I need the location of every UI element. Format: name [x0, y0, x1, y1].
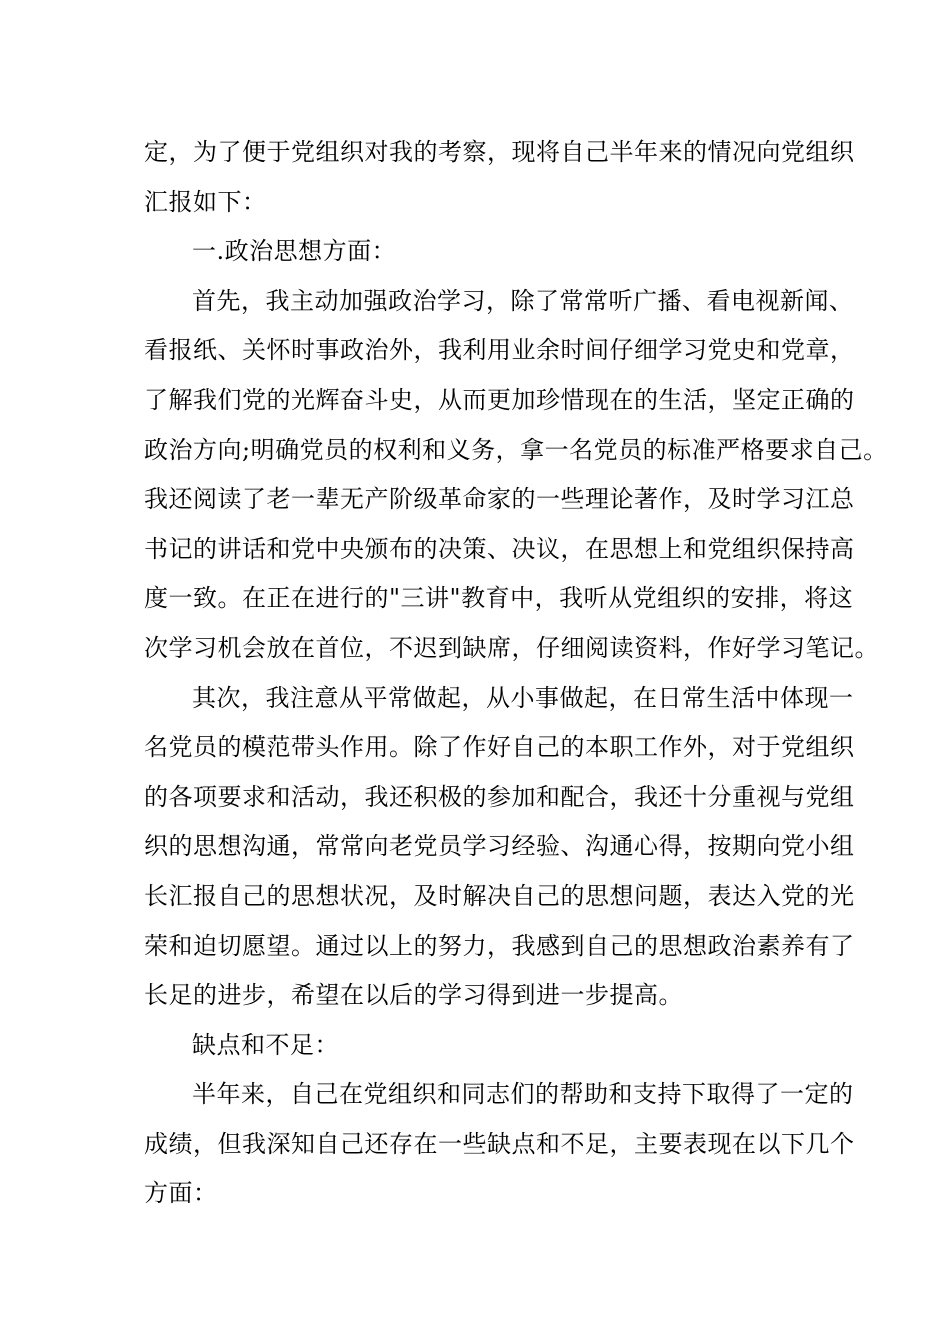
text-line: 织的思想沟通，常常向老党员学习经验、沟通心得，按期向党小组: [144, 832, 855, 861]
text-line: 方面：: [144, 1179, 218, 1208]
section-heading-shortcomings: 缺点和不足：: [192, 1030, 339, 1059]
text-line: 长汇报自己的思想状况，及时解决自己的思想问题，表达入党的光: [144, 881, 855, 910]
text-line: 书记的讲话和党中央颁布的决策、决议，在思想上和党组织保持高: [144, 534, 855, 563]
text-line: 了解我们党的光辉奋斗史，从而更加珍惜现在的生活，坚定正确的: [144, 385, 855, 414]
text-line: 我还阅读了老一辈无产阶级革命家的一些理论著作，及时学习江总: [144, 485, 855, 514]
document-body: [144, 128, 888, 1219]
text-line: 定，为了便于党组织对我的考察，现将自己半年来的情况向党组织: [144, 138, 855, 166]
text-line: 政治方向;明确党员的权利和义务，拿一名党员的标准严格要求自己。: [144, 435, 888, 464]
text-line: 的各项要求和活动，我还积极的参加和配合，我还十分重视与党组: [144, 782, 855, 811]
text-line: 度一致。在正在进行的"三讲"教育中，我听从党组织的安排，将这: [144, 584, 854, 613]
text-line: 汇报如下：: [144, 187, 267, 216]
text-line: 看报纸、关怀时事政治外，我利用业余时间仔细学习党史和党章，: [144, 336, 855, 365]
text-line: 半年来，自己在党组织和同志们的帮助和支持下取得了一定的: [192, 1080, 854, 1109]
text-line: 荣和迫切愿望。通过以上的努力，我感到自己的思想政治素养有了: [144, 931, 855, 960]
text-line: 其次，我注意从平常做起，从小事做起，在日常生活中体现一: [192, 683, 854, 712]
text-line: 名党员的模范带头作用。除了作好自己的本职工作外，对于党组织: [144, 733, 855, 762]
text-line: 次学习机会放在首位，不迟到缺席，仔细阅读资料，作好学习笔记。: [144, 633, 879, 662]
text-line: 首先，我主动加强政治学习，除了常常听广播、看电视新闻、: [192, 286, 854, 315]
section-heading-political: 一.政治思想方面：: [192, 237, 397, 266]
text-line: 成绩，但我深知自己还存在一些缺点和不足，主要表现在以下几个: [144, 1129, 855, 1158]
text-line: 长足的进步，希望在以后的学习得到进一步提高。: [144, 981, 683, 1010]
